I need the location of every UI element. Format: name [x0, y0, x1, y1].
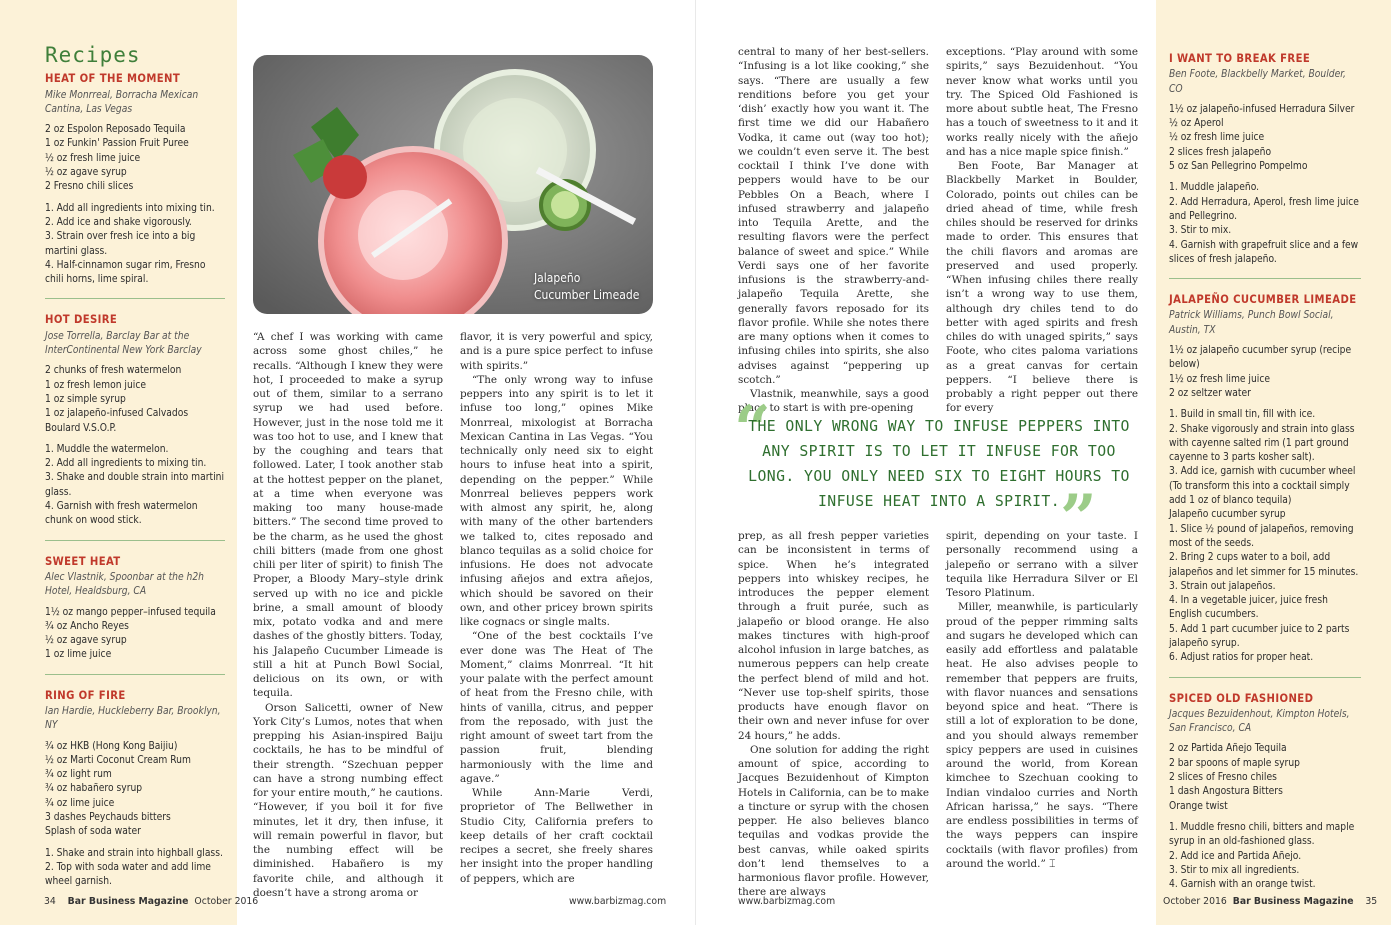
article-paragraph: flavor, it is very powerful and spicy, and is a pure spice perfect to infuse with spirits.”: [460, 331, 653, 372]
ingredient-item: ¾ oz Ancho Reyes: [45, 620, 129, 632]
article-paragraph: One solution for adding the right amount of spice, according to Jacques Bezuidenhout of Kimpton Hotels in California, can be to make a tincture or syrup with the chosen pepper. He also believes blanco tequilas and vodkas provide the best canvas, while oaked spirits don’t lend themselves to a harmonious flavor profile. However, there are always: [738, 743, 929, 899]
step-item: 2. Bring 2 cups water to a boil, add jalapeños and let simmer for 15 minutes.: [1169, 552, 1359, 578]
step-item: 1. Shake and strain into highball glass.: [45, 847, 223, 859]
step-item: 5. Add 1 part cucumber juice to 2 parts jalapeño syrup.: [1169, 623, 1350, 649]
recipe-title: HOT DESIRE: [45, 313, 118, 327]
sidebar-title: Recipes: [45, 43, 141, 67]
article-column-5: [738, 529, 929, 900]
step-item: 3. Strain out jalapeños.: [1169, 580, 1276, 592]
ingredient-item: 1 oz fresh lemon juice: [45, 379, 146, 391]
page-number-left: 34: [44, 896, 56, 907]
issue-date-right: October 2016: [1163, 896, 1227, 907]
step-item: 2. Top with soda water and add lime wheel garnish.: [45, 861, 211, 888]
ingredient-item: ¾ oz habañero syrup: [45, 783, 143, 795]
recipe-divider: [45, 540, 225, 541]
page-number-right: 35: [1365, 896, 1378, 907]
step-item: 2. Add ice and Partida Añejo.: [1169, 850, 1302, 862]
recipe-credit: Ben Foote, Blackbelly Market, Boulder, CO: [1169, 69, 1346, 95]
step-item: 2. Add ice and shake vigorously.: [45, 216, 192, 228]
recipe-list-left: [45, 72, 225, 889]
ingredient-item: 2 oz Partida Añejo Tequila: [1169, 743, 1287, 755]
ingredient-item: 1 oz simple syrup: [45, 393, 126, 405]
step-list: [1169, 821, 1361, 892]
step-item: 3. Add ice, garnish with cucumber wheel: [1169, 466, 1356, 478]
step-list: [1169, 181, 1361, 267]
article-paragraph: Vlastnik, meanwhile, says a good place to start is with pre-opening: [738, 388, 929, 415]
step-item: 3. Strain over fresh ice into a big martini glass.: [45, 231, 196, 257]
photo-caption: Jalapeño Cucumber Limeade: [534, 271, 640, 302]
recipe-credit: Mike Monrreal, Borracha Mexican Cantina, Las Vegas: [45, 89, 199, 115]
recipe-title: RING OF FIRE: [45, 688, 126, 702]
footer-left: [44, 896, 258, 907]
recipe-card: [1169, 692, 1361, 893]
article-paragraph: Miller, meanwhile, is particularly proud of the pepper rimming salts and sugars he developed which can easily add effortless and palatable heat. He also advises people to remember that peppers are fruits, with flavor nuances and sensations beyond spice and heat. “There is still a lot of exploration to be done, and you should always remember spicy peppers are used in cuisines around the world, from Korean kimchee to Szechuan cooking to Indian vindaloo curries and North African harissa,” he says. “There are endless possibilities in terms of the ways peppers can inspire cocktails (with flavor profiles) from around the world.” ⌶: [946, 601, 1138, 870]
ingredient-item: ½ oz agave syrup: [45, 635, 127, 647]
recipe-title: SPICED OLD FASHIONED: [1169, 691, 1314, 705]
recipe-credit: Jacques Bezuidenhout, Kimpton Hotels, San Francisco, CA: [1169, 708, 1350, 735]
recipe-card: [45, 72, 225, 287]
step-item: 1. Muddle fresno chili, bitters and maple syrup in an old-fashioned glass.: [1169, 821, 1355, 848]
magazine-name-left: Bar Business Magazine: [67, 896, 189, 907]
step-item: 3. Stir to mix.: [1169, 225, 1232, 237]
ingredient-item: ¾ oz HKB (Hong Kong Baijiu): [45, 740, 178, 752]
step-item: 4. In a vegetable juicer, juice fresh English cucumbers.: [1169, 595, 1328, 621]
recipe-title: SWEET HEAT: [45, 554, 121, 568]
step-item: 1. Build in small tin, fill with ice.: [1169, 409, 1316, 421]
ingredient-list: [1169, 742, 1361, 813]
recipe-card: [45, 689, 225, 890]
ingredient-item: 2 oz seltzer water: [1169, 387, 1251, 399]
step-item: 2. Shake vigorously and strain into glass with cayenne salted rim (1 part ground cayenne to 3 parts kosher salt).: [1169, 423, 1355, 464]
ingredient-item: 1½ oz jalapeño cucumber syrup (recipe below): [1169, 345, 1352, 371]
article-paragraph: While Ann-Marie Verdi, proprietor of The Bellwether in Studio City, California prefers to keep details of her craft cocktail recipes a secret, she freely shares her insight into the proper handling of peppers, which are: [460, 787, 653, 885]
recipe-divider: [1169, 677, 1361, 678]
step-item: (To transform this into a cocktail simply add 1 oz of blanco tequila): [1169, 480, 1350, 507]
ingredient-item: 2 slices fresh jalapeño: [1169, 146, 1272, 158]
ingredient-item: ½ oz fresh lime juice: [45, 152, 141, 164]
recipe-divider: [45, 674, 225, 675]
recipe-list-right: [1169, 52, 1361, 892]
ingredient-item: 2 oz Espolon Reposado Tequila: [45, 124, 186, 136]
article-paragraph: exceptions. “Play around with some spirits,” says Bezuidenhout. “You never know what works until you try. The Spiced Old Fashioned is more about subtle heat, The Fresno has a touch of sweetness to it and it works really nicely with the añejo and has a nice maple spice finish.”: [946, 46, 1138, 158]
step-item: 2. Add all ingredients to mixing tin.: [45, 458, 207, 470]
close-quote-mark: ”: [1060, 481, 1097, 556]
recipe-card: [1169, 293, 1361, 665]
ingredient-item: ½ oz Marti Coconut Cream Rum: [45, 754, 191, 766]
step-item: 1. Slice ½ pound of jalapeños, removing most of the seeds.: [1169, 523, 1354, 549]
ingredient-item: 1 oz lime juice: [45, 649, 112, 661]
ingredient-item: Splash of soda water: [45, 826, 141, 838]
article-paragraph: “A chef I was working with came across some ghost chiles,” he recalls. “Although I knew they were hot, I proceeded to make a syrup out of them, similar to a serrano syrup we had used before. However, just in the nose told me it was too hot to use, and I knew that by the coughing and tears that followed. Later, I took another stab at the hottest pepper on the planet, at a time when everyone was making too many house-made bitters.” The second time proved to be the charm, as he used the ghost chili bitters (made from one ghost chili per liter of spirit) to finish The Proper, a Bloody Mary–style drink served up with no ice and pickle brine, a small amount of bloody mix, potato vodka and and mere dashes of the ghostly bitters. Today, his Jalapeño Cucumber Limeade is still a hit at Punch Bowl Social, delicious on its own, or with tequila.: [253, 331, 443, 700]
recipe-card: [45, 555, 225, 663]
ingredient-item: 1 dash Angostura Bitters: [1169, 786, 1283, 798]
issue-date-left: October 2016: [194, 896, 259, 907]
magazine-name-right: Bar Business Magazine: [1232, 896, 1354, 907]
article-paragraph: “The only wrong way to infuse peppers into any spirit is to let it infuse too long,” opines Mike Monrreal, mixologist at Borracha Mexican Cantina in Las Vegas. “You technically only need six to eight hours to infuse heat into a spirit, depending on the pepper.” While Monrreal believes peppers work with almost any spirit, he, along with many of the other bartenders we talked to, cites reposado and blanco tequilas as a solid choice for infusions. He does not advocate infusing añejos and extra añejos, which should be savored on their own, and other pricey brown spirits like cognacs or single malts.: [460, 373, 653, 628]
recipe-divider: [45, 298, 225, 299]
article-paragraph: “One of the best cocktails I’ve ever done was The Heat of The Moment,” claims Monrreal. “It hit your palate with the perfect amount of heat from the Fresno chile, with hints of vanilla, citrus, and pepper from the reposado, with just the right amount of sweet tart from the passion fruit, blending harmoniously with the lime and agave.”: [460, 630, 653, 785]
ingredient-item: ¾ oz light rum: [45, 769, 112, 781]
ingredient-item: 1½ oz jalapeño-infused Herradura Silver: [1169, 103, 1355, 115]
recipe-title: JALAPEÑO CUCUMBER LIMEADE: [1169, 293, 1357, 307]
ingredient-item: ¾ oz lime juice: [45, 797, 115, 809]
recipe-credit: Ian Hardie, Huckleberry Bar, Brooklyn, NY: [45, 705, 221, 732]
ingredient-item: 1 oz jalapeño-infused Calvados Boulard V.S.O.P.: [45, 408, 189, 434]
recipes-sidebar-left: [0, 0, 237, 925]
ingredient-list: [1169, 344, 1361, 401]
step-item: 6. Adjust ratios for proper heat.: [1169, 652, 1314, 664]
recipe-credit: Patrick Williams, Punch Bowl Social, Austin, TX: [1169, 310, 1334, 336]
recipes-sidebar-right: [1156, 0, 1391, 925]
open-quote-mark: “: [734, 392, 771, 467]
step-item: 4. Garnish with fresh watermelon chunk on wood stick.: [45, 501, 198, 527]
step-list: [45, 847, 225, 890]
ingredient-item: 2 Fresno chili slices: [45, 181, 134, 193]
step-list: [45, 202, 225, 288]
step-item: 4. Garnish with grapefruit slice and a few slices of fresh jalapeño.: [1169, 239, 1359, 265]
ingredient-item: 2 chunks of fresh watermelon: [45, 365, 182, 377]
recipe-title: HEAT OF THE MOMENT: [45, 72, 181, 86]
recipe-divider: [1169, 278, 1361, 279]
step-item: Jalapeño cucumber syrup: [1169, 509, 1286, 521]
ingredient-list: [45, 740, 225, 840]
pull-quote: THE ONLY WRONG WAY TO INFUSE PEPPERS INTO ANY SPIRIT IS TO LET IT INFUSE FOR TOO LONG. YOU ONLY NEED SIX TO EIGHT HOURS TO INFUSE HEAT INTO A SPIRIT.: [748, 418, 1130, 510]
footer-url-left[interactable]: www.barbizmag.com: [569, 896, 667, 907]
article-column-4: [946, 45, 1138, 416]
ingredient-item: 2 bar spoons of maple syrup: [1169, 757, 1300, 769]
recipe-credit: Alec Vlastnik, Spoonbar at the h2h Hotel, Healdsburg, CA: [45, 571, 204, 598]
recipe-card: [45, 313, 225, 528]
ingredient-item: 3 dashes Peychauds bitters: [45, 812, 171, 824]
step-item: 4. Garnish with an orange twist.: [1169, 879, 1316, 891]
ingredient-item: 1 oz Funkin' Passion Fruit Puree: [45, 138, 189, 150]
step-item: 1. Muddle jalapeño.: [1169, 182, 1260, 194]
ingredient-item: ½ oz agave syrup: [45, 167, 127, 179]
article-paragraph: spirit, depending on your taste. I personally recommend using a jalepeño or serrano with a silver tequila like Herradura Silver or El Tesoro Platinum.: [946, 530, 1138, 599]
article-column-6: [946, 529, 1138, 871]
ingredient-item: ½ oz Aperol: [1169, 118, 1224, 130]
footer-right: [1163, 896, 1377, 907]
article-column-3: [738, 45, 929, 416]
article-paragraph: central to many of her best-sellers. “Infusing is a lot like cooking,” she says. “There are usually a few renditions before you get your ‘dish’ exactly how you want it. The first time we did our Habañero Vodka, it came out (way too hot); we couldn’t even serve it. The best cocktail I think I’ve done with peppers would have to be our Pebbles On a Beach, where I infused strawberry and jalapeño into Tequila Arette, and the resulting flavors were the perfect balance of sweet and spice.” While Verdi says one of her favorite infusions is the strawberry-and-jalapeño Tequila Arette, she generally favors reposado for its flavor profile. While she notes there are many options when it comes to infusing chiles into spirits, she also advises against “peppering up scotch.”: [738, 46, 929, 386]
step-item: 3. Shake and double strain into martini glass.: [45, 472, 224, 498]
step-list: [45, 443, 225, 529]
step-item: 1. Add all ingredients into mixing tin.: [45, 202, 215, 214]
recipe-credit: Jose Torrella, Barclay Bar at the InterContinental New York Barclay: [45, 330, 202, 357]
ingredient-item: 1½ oz fresh lime juice: [1169, 373, 1271, 385]
ingredient-item: Orange twist: [1169, 800, 1228, 812]
article-paragraph: prep, as all fresh pepper varieties can be inconsistent in terms of spice. When he’s integrated peppers into whiskey recipes, he introduces the pepper element through a fruit purée, such as jalapeño or blood orange. He also makes tinctures with high-proof alcohol infusion in large batches, as numerous peppers can help create the perfect blend of mild and hot. “Never use top-shelf spirits, those products have enough flavor on their own and never infuse for over 24 hours,” he adds.: [738, 530, 929, 742]
step-list: [1169, 408, 1361, 665]
article-column-1: [253, 330, 443, 900]
footer-url-right[interactable]: www.barbizmag.com: [738, 896, 836, 907]
ingredient-item: 2 slices of Fresno chiles: [1169, 772, 1277, 784]
article-paragraph: Ben Foote, Bar Manager at Blackbelly Market in Boulder, Colorado, points out chiles can be dried ahead of time, while fresh chiles should be reserved for drinks made to order. This ensures that the chili flavors and aromas are preserved and used properly. “When infusing chiles there really isn’t a wrong way to use them, although dry chiles tend to do better with aged spirits and fresh chiles do with unaged spirits,” says Foote, who cites paloma variations as a great canvas for certain peppers. “I believe there is probably a right pepper out there for every: [946, 160, 1138, 415]
ingredient-list: [45, 364, 225, 435]
article-column-2: [460, 330, 653, 886]
step-item: 1. Muddle the watermelon.: [45, 443, 169, 455]
ingredient-item: 1½ oz mango pepper–infused tequila: [45, 606, 216, 618]
article-paragraph: Orson Salicetti, owner of New York City’s Lumos, notes that when prepping his Asian-inspired Baiju cocktails, he has to be mindful of their strength. “Szechuan pepper can have a strong numbing effect for your entire mouth,” he cautions. “However, if you boil it for five minutes, let it dry, then infuse, it will remain powerful in flavor, but the numbing effect will be diminished. Habañero is my favorite chile, and although it doesn’t have a strong aroma or: [253, 701, 443, 899]
ingredient-list: [45, 606, 225, 663]
step-item: 4. Half-cinnamon sugar rim, Fresno chili horns, lime spiral.: [45, 259, 206, 286]
step-item: 3. Stir to mix all ingredients.: [1169, 864, 1300, 876]
recipe-card: [1169, 52, 1361, 267]
ingredient-item: ½ oz fresh lime juice: [1169, 132, 1265, 144]
ingredient-list: [45, 123, 225, 194]
ingredient-item: 5 oz San Pellegrino Pompelmo: [1169, 161, 1308, 173]
recipe-title: I WANT TO BREAK FREE: [1169, 52, 1311, 65]
step-item: 2. Add Herradura, Aperol, fresh lime juice and Pellegrino.: [1169, 196, 1359, 222]
ingredient-list: [1169, 103, 1361, 174]
